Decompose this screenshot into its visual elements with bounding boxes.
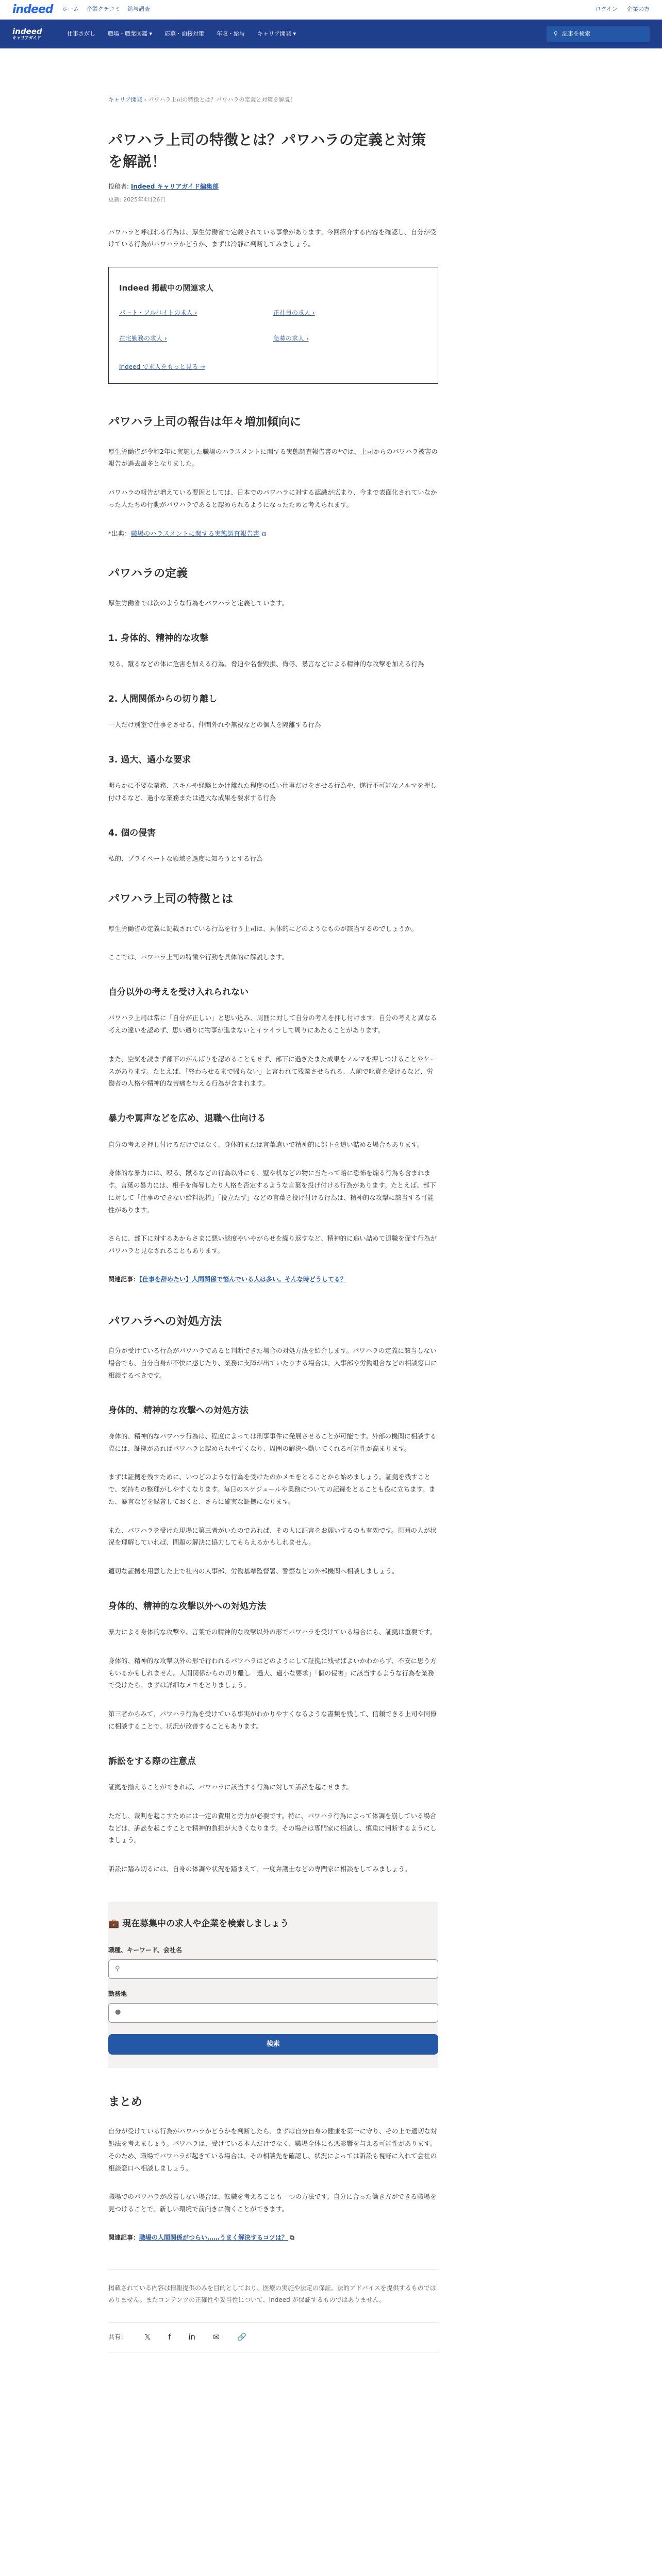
paragraph: 証拠を揃えることができれば、パワハラに該当する行為に対して訴訟を起こせます。 — [108, 1783, 353, 1791]
nav-item-career-dev[interactable]: キャリア開発 ▾ — [257, 30, 296, 37]
heading-measure-1: 身体的、精神的な攻撃への対処方法 — [108, 1405, 249, 1416]
header-link-salary[interactable]: 給与調査 — [127, 6, 151, 13]
facebook-icon[interactable]: f — [168, 2332, 171, 2342]
heading-def-2: 2. 人間関係からの切り離し — [108, 694, 218, 704]
paragraph: まずは証拠を残すために、いつどのような行為を受けたのかメモをとることから始めましょう。証拠を残すことで、気持ちの整理がしやすくなります。毎日のスケジュールや業務についての記録をとることも役に立ちます。また、暴言などを録音しておくと、さらに確実な証拠になります。 — [108, 1473, 436, 1505]
search-icon: ⚲ — [554, 30, 558, 37]
article-search-button[interactable]: ⚲ 記事を検索 — [547, 26, 650, 43]
job-link-full-time[interactable]: 正社員の求人 › — [273, 309, 315, 316]
linkedin-icon[interactable]: in — [188, 2332, 196, 2342]
external-link-icon: ⧉ — [290, 2233, 294, 2241]
external-link-icon: ⧉ — [261, 529, 267, 537]
paragraph: 私的、プライベートな領域を過度に知ろうとする行為 — [108, 855, 263, 863]
keyword-input[interactable] — [108, 1959, 438, 1979]
career-guide-nav — [0, 20, 662, 48]
nav-item-occupations[interactable]: 職場・職業図鑑 ▾ — [108, 30, 153, 37]
source-note: *出典：職場のハラスメントに関する実態調査報告書 ⧉ — [108, 529, 267, 537]
paragraph: 自分の考えを押し付けるだけではなく、身体的または言葉遣いで精神的に部下を追い詰める場合もあります。 — [108, 1140, 424, 1148]
nav-item-interview[interactable]: 応募・面接対策 — [164, 30, 205, 37]
author-link[interactable]: Indeed キャリアガイド編集部 — [130, 182, 219, 190]
paragraph: 訴訟に踏み切るには、自身の体調や状況を踏まえて、一度弁護士などの専門家に相談をしてみましょう。 — [108, 1865, 411, 1873]
nav-item-job-search[interactable]: 仕事さがし — [67, 30, 95, 37]
paragraph: 自分が受けている行為がパワハラかどうかを判断したら、まずは自分自身の健康を第一に守り、その上で適切な対処法を考えましょう。パワハラは、受けている本人だけでなく、職場全体にも悪影響を与える可能性があります。そのため、職場でパワハラが起きている場合は、その相談先を確認し、状況によっては訴訟も視野に入れて会社の相談窓口へ相談しましょう。 — [108, 2127, 437, 2172]
paragraph: パワハラの報告が増えている要因としては、日本でのパワハラに対する認識が広まり、今まで表面化されていなかった人たちの行動がパワハラであると認められるようになったためと考えられます。 — [108, 488, 437, 509]
paragraph: 厚生労働省の定義に記載されている行為を行う上司は、具体的にどのようなものが該当するのでしょうか。 — [108, 924, 418, 933]
article-main — [108, 48, 438, 2352]
paragraph: 身体的な暴力には、殴る、蹴るなどの行為以外にも、壁や机などの物に当たって暗に恐怖を煽る行為も含まれます。言葉の暴力には、相手を侮辱したり人格を否定するような言葉を投げ付ける行為があります。たとえば、部下に対して「仕事のできない給料泥棒」「役立たず」などの言葉を投げ付ける行為は、精神的な攻撃に該当する可能性があります。 — [108, 1169, 436, 1214]
related-article-link[interactable]: 【仕事を辞めたい】人間関係で悩んでいる人は多い。そんな時どうしてる？ — [139, 1275, 347, 1283]
job-link-urgent[interactable]: 急募の求人 › — [273, 335, 309, 343]
heading-def-3: 3. 過大、過小な要求 — [108, 755, 191, 766]
paragraph: 職場でのパワハラが改善しない場合は、転職を考えることも一つの方法です。自分に合った働き方ができる職場を見つけることで、新しい環境で前向きに働くことができます。 — [108, 2193, 437, 2213]
employer-link[interactable]: 企業の方 — [627, 6, 650, 13]
briefcase-icon: 💼 — [108, 1918, 120, 1929]
paragraph: 明らかに不要な業務、スキルや経験とかけ離れた程度の低い仕事だけをさせる行為や、遂行不可能なノルマを押し付けるなど、過小な業務または過大な成果を要求する行為 — [108, 782, 437, 802]
paragraph: 適切な証拠を用意した上で社内の人事部、労働基準監督署、警察などの外部機関へ相談しましょう。 — [108, 1567, 399, 1575]
breadcrumb-current: パワハラ上司の特徴とは？パワハラの定義と対策を解説！ — [148, 96, 296, 103]
paragraph: 一人だけ別室で仕事をさせる、仲間外れや無視などの個人を隔離する行為 — [108, 721, 321, 729]
disclaimer: 掲載されている内容は情報提供のみを目的としており、医療の実施や法定の保証、法的アドバイスを提供するものではありません。またコンテンツの正確性や妥当性について、Indeed が保証するものではありません。 — [108, 2269, 438, 2306]
paragraph: ここでは、パワハラ上司の特徴や行動を具体的に解説します。 — [108, 953, 289, 961]
share-label: 共有： — [108, 2333, 127, 2341]
job-link-remote[interactable]: 在宅勤務の求人 › — [119, 335, 167, 343]
search-button[interactable]: 検索 — [108, 2034, 438, 2055]
paragraph: さらに、部下に対するあからさまに悪い態度やいやがらせを繰り返すなど、精神的に追い詰めて退職を促す行為がパワハラと見なされることもあります。 — [108, 1234, 437, 1255]
heading-summary: まとめ — [108, 2095, 143, 2109]
related-article-2: 関連記事：職場の人間関係がつらい……うまく解決するコツは？ ⧉ — [108, 2233, 294, 2241]
paragraph: 第三者からみて、パワハラ行為を受けている事実がわかりやすくなるような書類を残して、信頼できる上司や同僚に相談することで、状況が改善することもあります。 — [108, 1710, 437, 1730]
author-line: 投稿者: Indeed キャリアガイド編集部 — [108, 182, 219, 190]
heading-definition: パワハラの定義 — [108, 567, 188, 581]
breadcrumb: キャリア開発 › パワハラ上司の特徴とは？パワハラの定義と対策を解説！ — [108, 96, 296, 103]
breadcrumb-career-dev[interactable]: キャリア開発 — [108, 96, 142, 103]
login-link[interactable]: ログイン — [595, 6, 618, 13]
location-pin-icon: ● — [115, 2008, 121, 2016]
paragraph: 自分が受けている行為がパワハラであると判断できた場合の対処方法を紹介します。パワハラの定義に該当しない場合でも、自分自身が不快に感じたり、業務に支障が出ていたりする場合は、人事部や労働組合などの相談窓口に相談するべきです。 — [108, 1347, 437, 1379]
heading-def-1: 1. 身体的、精神的な攻撃 — [108, 633, 209, 643]
paragraph: 身体的、精神的なパワハラ行為は、程度によっては刑事事件に発展させることが可能です。外部の機関に相談する際には、証拠があればパワハラと認められやすくなり、周囲の解決へ動いてくれる可能性が高まります。 — [108, 1432, 437, 1452]
job-link-part-time[interactable]: パート・アルバイトの求人 › — [119, 309, 197, 316]
heading-feature-1: 自分以外の考えを受け入れられない — [108, 987, 249, 998]
header-link-home[interactable]: ホーム — [62, 6, 79, 13]
top-header — [0, 0, 662, 20]
source-link[interactable]: 職場のハラスメントに関する実態調査報告書 — [130, 529, 260, 537]
more-jobs-link[interactable]: Indeed で求人をもっと見る → — [119, 363, 205, 371]
paragraph: 厚生労働省が令和2年に実施した職場のハラスメントに関する実態調査報告書の*では、上司からのパワハラ被害の報告が過去最多となりました。 — [108, 447, 438, 468]
paragraph: ただし、裁判を起こすためには一定の費用と労力が必要です。特に、パワハラ行為によって体調を崩している場合などは、訴訟を起こすことで精神的負担が大きくなります。その場合は専門家に相談し、慎重に判断するようにしましょう。 — [108, 1811, 437, 1844]
indeed-logo[interactable]: indeed — [12, 3, 53, 16]
nav-item-salary[interactable]: 年収・給与 — [217, 30, 245, 37]
job-search-widget: 💼 現在募集中の求人や企業を検索しましょう 職種、キーワード、会社名 ⚲ 勤務地 ● 検索 — [108, 1902, 438, 2068]
keyword-label: 職種、キーワード、会社名 — [108, 1946, 182, 1954]
related-article-1: 関連記事：【仕事を辞めたい】人間関係で悩んでいる人は多い。そんな時どうしてる？ — [108, 1275, 347, 1283]
paragraph: 殴る、蹴るなどの体に危害を加える行為、脅迫や名誉毀損、侮辱、暴言などによる精神的な攻撃を加える行為 — [108, 660, 424, 668]
paragraph: 厚生労働省では次のような行為をパワハラと定義しています。 — [108, 599, 289, 607]
updated-date: 更新: 2025年4月26日 — [108, 196, 166, 203]
intro-paragraph: パワハラと呼ばれる行為は、厚生労働省で定義されている事象があります。今回紹介する内容を確認し、自分が受けている行為がパワハラかどうか、まずは冷静に判断してみましょう。 — [108, 228, 437, 248]
heading-def-4: 4. 個の侵害 — [108, 827, 156, 838]
paragraph: 身体的、精神的な攻撃以外の形で行われるパワハラはどのようにして証拠に残せばよいかわからず、不安に思う方もいるかもしれません。人間関係からの切り離し「過大、過小な要求」「個の侵害」に該当するような行為を業務で受けたら、まずは詳細なメモをとりましょう。 — [108, 1656, 437, 1689]
related-jobs-box — [108, 267, 438, 384]
email-icon[interactable]: ✉ — [213, 2332, 220, 2342]
related-jobs-title: Indeed 掲載中の関連求人 — [119, 283, 214, 293]
location-label: 勤務地 — [108, 1990, 127, 1997]
search-icon: ⚲ — [115, 1964, 120, 1973]
heading-measure-3: 訴訟をする際の注意点 — [108, 1756, 196, 1767]
paragraph: また、パワハラを受けた現場に第三者がいたのであれば、その人に証言をお願いするのも有効です。周囲の人が状況を理解していれば、問題の解決に協力してもらえるかもしれません。 — [108, 1526, 437, 1547]
paragraph: パワハラ上司は常に「自分が正しい」と思い込み、周囲に対して自分の考えを押し付けます。自分の考えと異なる考えの違いを認めず、思い通りに物事が進まないとイライラして周りにあたることがあります。 — [108, 1014, 437, 1035]
career-guide-logo[interactable]: indeed キャリアガイド — [12, 27, 42, 40]
copy-link-icon[interactable]: 🔗 — [237, 2332, 247, 2342]
heading-features: パワハラ上司の特徴とは — [108, 892, 234, 906]
paragraph: また、空気を読まず部下のがんばりを認めることもせず、部下に過ぎたまた成果をノルマを押しつけることやケースがあります。たとえば、「終わらせるまで帰らない」と言われて残業させられる、人前で叱責を受けるなど、労働者の人格や精神的な苦痛を与える行為が含まれます。 — [108, 1055, 437, 1088]
header-link-reviews[interactable]: 企業クチコミ — [86, 6, 121, 13]
heading-increase: パワハラ上司の報告は年々増加傾向に — [108, 415, 302, 429]
paragraph: 暴力による身体的な攻撃や、言葉での精神的な攻撃以外の形でパワハラを受けている場合にも、証拠は重要です。 — [108, 1628, 437, 1636]
heading-measure-2: 身体的、精神的な攻撃以外への対処方法 — [108, 1601, 266, 1612]
x-icon[interactable]: 𝕏 — [144, 2332, 151, 2342]
location-input[interactable] — [108, 2003, 438, 2023]
heading-feature-2: 暴力や罵声などを広め、退職へ仕向ける — [108, 1113, 266, 1124]
share-bar — [108, 2322, 438, 2352]
page-title: パワハラ上司の特徴とは？パワハラの定義と対策を解説！ — [108, 131, 426, 170]
heading-measures: パワハラへの対処方法 — [108, 1315, 222, 1328]
related-article-link[interactable]: 職場の人間関係がつらい……うまく解決するコツは？ — [139, 2233, 288, 2241]
